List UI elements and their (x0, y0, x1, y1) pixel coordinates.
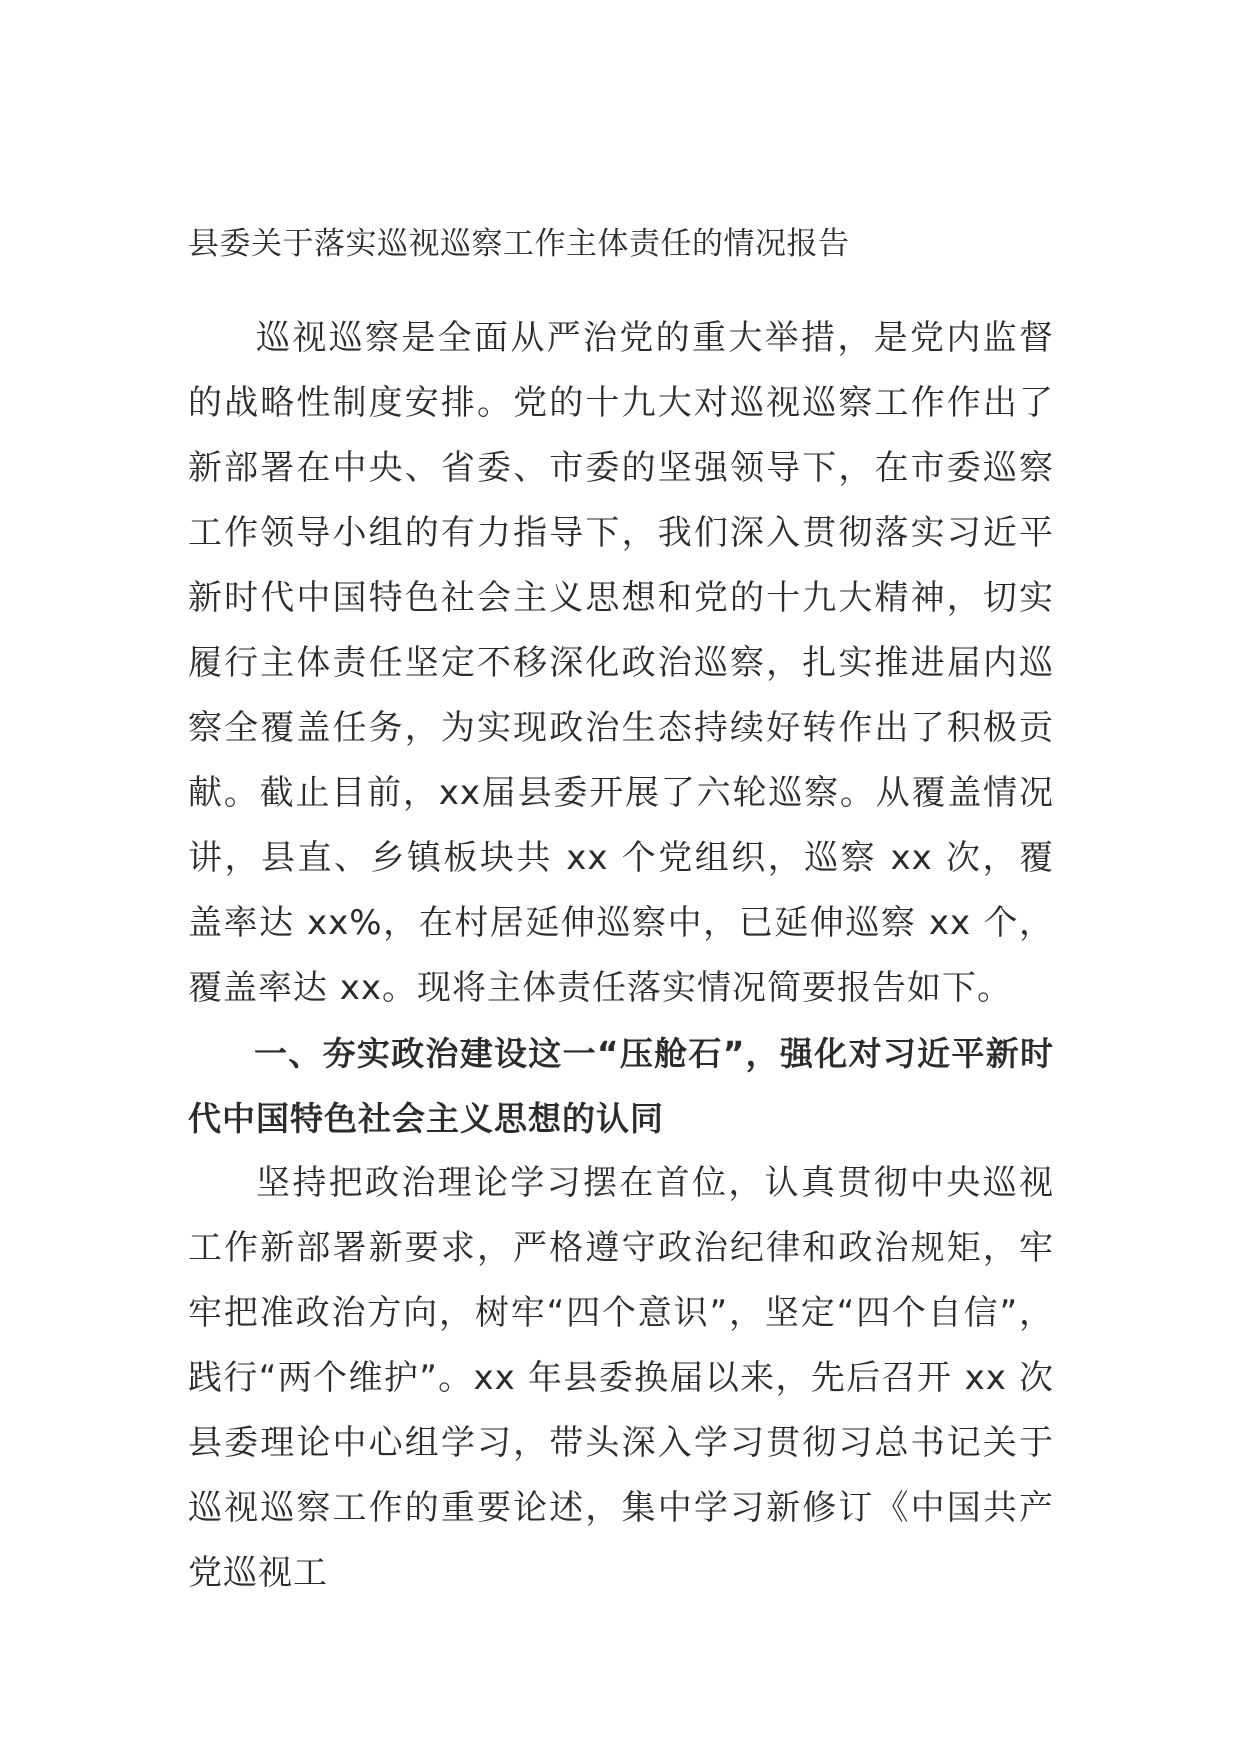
section-1-heading: 一、夯实政治建设这一“压舱石”，强化对习近平新时代中国特色社会主义思想的认同 (188, 1034, 1054, 1138)
document-title: 县委关于落实巡视巡察工作主体责任的情况报告 (188, 226, 850, 262)
section-1-paragraph: 坚持把政治理论学习摆在首位，认真贯彻中央巡视工作新部署新要求，严格遵守政治纪律和政治规矩，牢牢把准政治方向，树牢“四个意识”，坚定“四个自信”，践行“两个维护”。xx 年县委换届以来，先后召开 xx 次县委理论中心组学习，带头深入学习贯彻习总书记关于巡视巡察工作的重要论述，集中学习新修订《中国共产党巡视工 (188, 1163, 1054, 1593)
intro-paragraph: 巡视巡察是全面从严治党的重大举措，是党内监督的战略性制度安排。党的十九大对巡视巡察工作作出了新部署在中央、省委、市委的坚强领导下，在市委巡察工作领导小组的有力指导下，我们深入贯彻落实习近平新时代中国特色社会主义思想和党的十九大精神，切实履行主体责任坚定不移深化政治巡察，扎实推进届内巡察全覆盖任务，为实现政治生态持续好转作出了积极贡献。截止目前，xx届县委开展了六轮巡察。从覆盖情况讲，县直、乡镇板块共 xx 个党组织，巡察 xx 次，覆盖率达 xx%，在村居延伸巡察中，已延伸巡察 xx 个，覆盖率达 xx。现将主体责任落实情况简要报告如下。 (188, 318, 1054, 1008)
document-body (188, 222, 1054, 1606)
